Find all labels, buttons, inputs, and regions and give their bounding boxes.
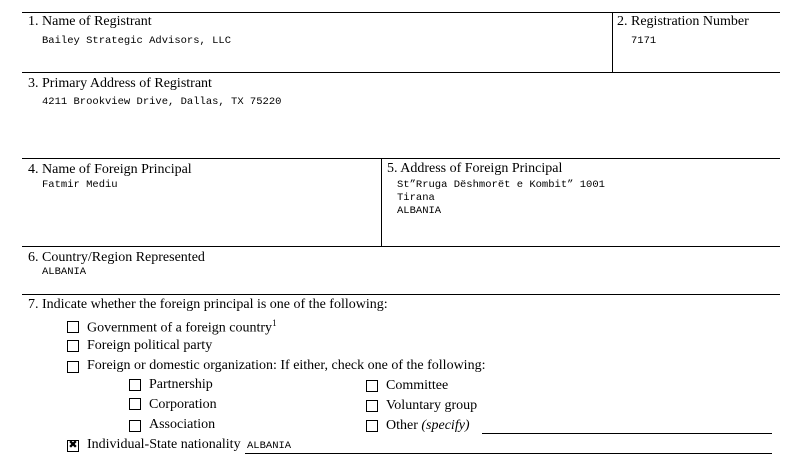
- registration-number-label: 2. Registration Number: [617, 14, 749, 29]
- footnote-marker: 1: [272, 318, 277, 328]
- individual-label: Individual-State nationality: [87, 437, 241, 452]
- primary-address-label: 3. Primary Address of Registrant: [28, 76, 212, 91]
- government-checkbox[interactable]: [67, 321, 79, 333]
- committee-checkbox[interactable]: [366, 380, 378, 392]
- foreign-principal-address-label: 5. Address of Foreign Principal: [387, 161, 563, 176]
- association-checkbox[interactable]: [129, 420, 141, 432]
- government-label: Government of a foreign country$^1$: [87, 318, 277, 336]
- partnership-checkbox[interactable]: [129, 379, 141, 391]
- foreign-principal-name-value: Fatmir Mediu: [42, 179, 118, 191]
- row-border-3: [22, 158, 780, 159]
- registration-number-value: 7171: [631, 35, 657, 47]
- individual-nationality-value: ALBANIA: [247, 440, 292, 452]
- registrant-name-label: 1. Name of Registrant: [28, 14, 152, 29]
- divider-1-2: [612, 12, 613, 72]
- divider-4-5: [381, 158, 382, 246]
- registrant-name-value: Bailey Strategic Advisors, LLC: [42, 35, 232, 47]
- association-label: Association: [149, 417, 216, 432]
- political-party-label: Foreign political party: [87, 338, 213, 353]
- country-represented-label: 6. Country/Region Represented: [28, 250, 205, 265]
- voluntary-group-checkbox[interactable]: [366, 400, 378, 412]
- foreign-principal-address-line-1: St”Rruga Dëshmorët e Kombit” 1001: [397, 179, 605, 191]
- row-border-4: [22, 246, 780, 247]
- row-border-5: [22, 294, 780, 295]
- row-border-2: [22, 72, 780, 73]
- other-specify-field[interactable]: [482, 433, 772, 434]
- voluntary-group-label: Voluntary group: [386, 398, 478, 413]
- foreign-principal-address-line-2: Tirana: [397, 192, 435, 204]
- checkmark-icon: ✖: [68, 438, 78, 451]
- organization-label: Foreign or domestic organization: If either, check one of the following:: [87, 358, 486, 373]
- foreign-principal-address-line-3: ALBANIA: [397, 205, 442, 217]
- partnership-label: Partnership: [149, 377, 213, 392]
- corporation-label: Corporation: [149, 397, 217, 412]
- foreign-principal-name-label: 4. Name of Foreign Principal: [28, 162, 192, 177]
- individual-checkbox[interactable]: [67, 440, 79, 452]
- top-border: [22, 12, 780, 13]
- other-specify-hint: (specify): [421, 418, 470, 433]
- organization-checkbox[interactable]: [67, 361, 79, 373]
- corporation-checkbox[interactable]: [129, 398, 141, 410]
- other-label: Other (specify): [386, 418, 470, 433]
- primary-address-value: 4211 Brookview Drive, Dallas, TX 75220: [42, 96, 282, 108]
- other-checkbox[interactable]: [366, 420, 378, 432]
- individual-nationality-field[interactable]: [245, 453, 772, 454]
- principal-type-label: 7. Indicate whether the foreign principal is one of the following:: [28, 297, 388, 312]
- country-represented-value: ALBANIA: [42, 266, 87, 278]
- committee-label: Committee: [386, 378, 449, 393]
- political-party-checkbox[interactable]: [67, 340, 79, 352]
